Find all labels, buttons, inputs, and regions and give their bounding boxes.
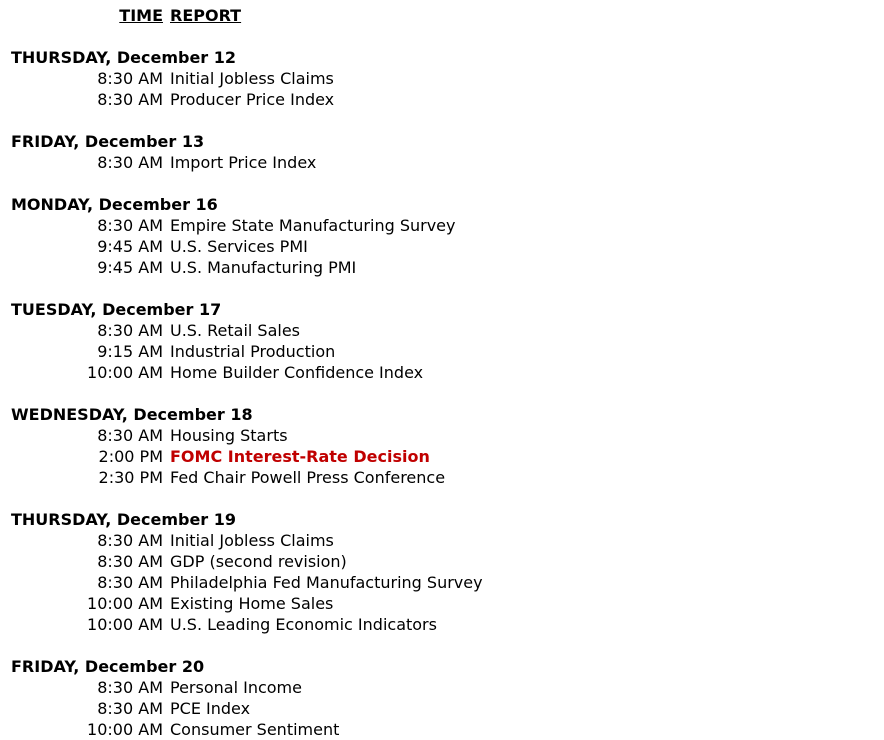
event-time: 8:30 AM	[97, 153, 163, 172]
event-report: Consumer Sentiment	[170, 720, 340, 739]
event-report: U.S. Leading Economic Indicators	[170, 615, 437, 634]
event-report: GDP (second revision)	[170, 552, 347, 571]
event-report: Import Price Index	[170, 153, 317, 172]
event-row	[0, 257, 884, 278]
event-row	[0, 215, 884, 236]
event-time: 9:45 AM	[97, 258, 163, 277]
event-report: Producer Price Index	[170, 90, 335, 109]
event-report: U.S. Manufacturing PMI	[170, 258, 357, 277]
event-row	[0, 614, 884, 635]
event-report: Housing Starts	[170, 426, 288, 445]
event-report: Personal Income	[170, 678, 302, 697]
event-row	[0, 572, 884, 593]
event-row	[0, 89, 884, 110]
event-report: U.S. Services PMI	[170, 237, 308, 256]
event-time: 8:30 AM	[97, 573, 163, 592]
event-report: Fed Chair Powell Press Conference	[170, 468, 446, 487]
event-time: 9:45 AM	[97, 237, 163, 256]
event-row	[0, 446, 884, 467]
event-row	[0, 677, 884, 698]
event-time: 8:30 AM	[97, 678, 163, 697]
event-report: PCE Index	[170, 699, 251, 718]
event-time: 8:30 AM	[97, 216, 163, 235]
event-report: Industrial Production	[170, 342, 336, 361]
event-report: Existing Home Sales	[170, 594, 334, 613]
event-time: 10:00 AM	[87, 594, 163, 613]
event-row	[0, 467, 884, 488]
event-row	[0, 362, 884, 383]
event-report: Home Builder Confidence Index	[170, 363, 424, 382]
event-row	[0, 593, 884, 614]
event-report: Empire State Manufacturing Survey	[170, 216, 456, 235]
event-report: Philadelphia Fed Manufacturing Survey	[170, 573, 483, 592]
event-time: 8:30 AM	[97, 90, 163, 109]
day-heading: FRIDAY, December 20	[11, 657, 205, 676]
day-heading: MONDAY, December 16	[11, 195, 218, 214]
event-row	[0, 320, 884, 341]
event-row	[0, 425, 884, 446]
day-heading: THURSDAY, December 12	[11, 48, 237, 67]
event-time: 8:30 AM	[97, 699, 163, 718]
event-time: 9:15 AM	[97, 342, 163, 361]
event-time: 8:30 AM	[97, 531, 163, 550]
event-time: 8:30 AM	[97, 552, 163, 571]
event-time: 8:30 AM	[97, 321, 163, 340]
day-heading: THURSDAY, December 19	[11, 510, 237, 529]
event-report: Initial Jobless Claims	[170, 531, 334, 550]
column-header	[0, 5, 884, 26]
event-row	[0, 152, 884, 173]
event-time: 10:00 AM	[87, 720, 163, 739]
time-column-header: TIME	[119, 6, 163, 25]
event-report-highlighted: FOMC Interest-Rate Decision	[170, 447, 430, 466]
event-row	[0, 551, 884, 572]
event-time: 10:00 AM	[87, 615, 163, 634]
event-time: 2:00 PM	[98, 447, 163, 466]
event-row	[0, 698, 884, 719]
event-time: 2:30 PM	[98, 468, 163, 487]
event-time: 8:30 AM	[97, 69, 163, 88]
day-heading: WEDNESDAY, December 18	[11, 405, 253, 424]
day-heading: TUESDAY, December 17	[11, 300, 222, 319]
report-column-header: REPORT	[170, 6, 242, 25]
event-time: 8:30 AM	[97, 426, 163, 445]
calendar-body	[0, 47, 884, 740]
event-report: Initial Jobless Claims	[170, 69, 334, 88]
event-row	[0, 68, 884, 89]
event-row	[0, 719, 884, 740]
event-report: U.S. Retail Sales	[170, 321, 301, 340]
event-row	[0, 530, 884, 551]
event-row	[0, 341, 884, 362]
event-time: 10:00 AM	[87, 363, 163, 382]
event-row	[0, 236, 884, 257]
day-heading: FRIDAY, December 13	[11, 132, 205, 151]
